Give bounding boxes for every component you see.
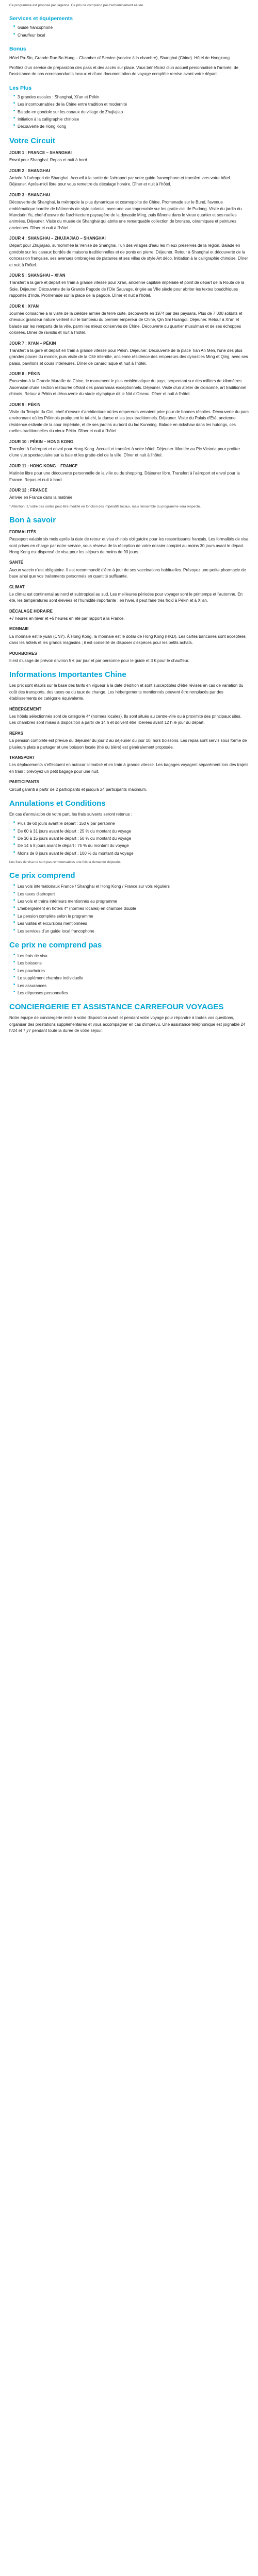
- guide-section-title: DÉCALAGE HORAIRE: [9, 608, 53, 614]
- day-title: JOUR 6 : XI'AN: [9, 303, 39, 309]
- cancel-note: Les frais de visa ne sont pas remboursables une fois la demande déposée.: [9, 860, 121, 865]
- day-text: Matinée libre pour une découverte personnelle de la ville ou du shopping. Déjeuner libre. Transfert à l'aéroport et envol pour la France. Repas et nuit à bord.: [9, 471, 240, 482]
- day-text: Envol pour Shanghai. Repas et nuit à bord.: [9, 158, 88, 163]
- price-excludes-list: [9, 953, 249, 996]
- circuit-document: [0, 0, 258, 1047]
- day-title: JOUR 9 : PÉKIN: [9, 402, 41, 407]
- list-item: ■ Les frais de visa: [13, 953, 249, 959]
- day-block: [9, 371, 249, 398]
- bonus-title: Bonus: [9, 46, 26, 53]
- price-excludes-title: Ce prix ne comprend pas: [9, 941, 102, 950]
- list-item: ■ Les vols et trains intérieurs mentionnés au programme: [13, 899, 249, 905]
- day-title: JOUR 5 : SHANGHAI – XI'AN: [9, 273, 66, 278]
- guide-section-title: FORMALITÉS: [9, 529, 36, 534]
- list-item: ■ Les services d'un guide local francophone: [13, 928, 249, 935]
- day-block: [9, 273, 249, 299]
- list-item: ■ Les visites et excursions mentionnées: [13, 921, 249, 927]
- list-item: ■ Les pourboires: [13, 968, 249, 974]
- day-text: Découverte de Shanghai, la métropole la plus dynamique et cosmopolite de Chine. Promenade sur le Bund, l'avenue emblématique bordée de bâtiments de style colonial, avec une vue imprenable sur les gratte-ciel de Pudong. Visite du jardin du Mandarin Yu, chef-d'œuvre de l'architecture paysagère de la dynastie Ming, puis flânerie dans le vieux quartier et ses ruelles animées. Déjeuner. Visite du musée de Shanghai qui abrite une remarquable collection de bronzes, céramiques et peintures anciennes. Dîner et nuit à l'hôtel.: [9, 200, 242, 230]
- cancel-list: [9, 821, 249, 857]
- info-section-text: Les déplacements s'effectuent en autocar climatisé et en train à grande vitesse. Les bagages voyagent séparément lors des trajets en train ; prévoyez un petit bagage pour une nuit.: [9, 762, 249, 774]
- day-block: [9, 235, 249, 268]
- plus-title: Les Plus: [9, 84, 32, 91]
- info-section-title: REPAS: [9, 731, 23, 736]
- bonus-paragraph: Profitez d'un service de préparation des pass et des accès sur place. Vous bénéficiez d'un accueil personnalisé à l'arrivée, de l'assistance de nos correspondants locaux et d'une documentation de voyage complète remise avant votre départ.: [9, 65, 238, 77]
- info-section-text: Circuit garanti à partir de 2 participants et jusqu'à 24 participants maximum.: [9, 787, 147, 792]
- list-item: ■ Moins de 8 jours avant le départ : 100 % du montant du voyage: [13, 851, 249, 857]
- list-item: ■ Plus de 60 jours avant le départ : 150 € par personne: [13, 821, 249, 827]
- guide-section: [9, 626, 249, 646]
- day-title: JOUR 3 : SHANGHAI: [9, 192, 50, 197]
- list-item: ■ Initiation à la calligraphie chinoise: [13, 116, 249, 123]
- day-text: Transfert à la gare et départ en train à grande vitesse pour Pékin. Déjeuner. Découverte de la place Tian An Men, l'une des plus grandes places du monde, puis visite de la Cité interdite, ancienne résidence des empereurs des dynasties Ming et Qing, avec ses palais, pavillons et cours intérieures. Dîner de canard laqué et nuit à l'hôtel.: [9, 348, 248, 366]
- day-title: JOUR 4 : SHANGHAI – ZHUJIAJIAO – SHANGHAI: [9, 236, 106, 241]
- guide-section: [9, 529, 249, 556]
- cancel-title: Annulations et Conditions: [9, 799, 106, 808]
- guide-section-text: La monnaie est le yuan (CNY). À Hong Kong, la monnaie est le dollar de Hong Kong (HKD). Les cartes bancaires sont acceptées dans les hôtels et les grands magasins ; il est conseillé de disposer d'espèces pour les petits achats.: [9, 634, 246, 646]
- guide-section-text: Aucun vaccin n'est obligatoire. Il est recommandé d'être à jour de ses vaccinations habituelles. Prévoyez une petite pharmacie de base ainsi que vos traitements personnels en quantité suffisante.: [9, 567, 246, 579]
- price-includes-title: Ce prix comprend: [9, 871, 75, 880]
- day-text: Arrivée à l'aéroport de Shanghai. Accueil à la sortie de l'aéroport par votre guide francophone et transfert vers votre hôtel. Déjeuner. Après-midi libre pour vous remettre du décalage horaire. Dîner et nuit à l'hôtel.: [9, 175, 231, 187]
- list-item: ■ De 30 à 15 jours avant le départ : 50 % du montant du voyage: [13, 836, 249, 842]
- list-item: ■ Découverte de Hong Kong: [13, 124, 249, 130]
- guide-section-text: +7 heures en hiver et +6 heures en été par rapport à la France.: [9, 616, 125, 621]
- day-text: Journée consacrée à la visite de la célèbre armée de terre cuite, découverte en 1974 par des paysans. Plus de 7 000 soldats et chevaux grandeur nature veillent sur le tombeau du premier empereur de Chine, Qin Shi Huangdi. Déjeuner. Retour à Xi'an et balade sur les remparts de la ville, parmi les mieux conservés de Chine. Découverte du quartier musulman et de ses échoppes colorées. Dîner de raviolis et nuit à l'hôtel.: [9, 311, 243, 335]
- day-text: Transfert à la gare et départ en train à grande vitesse pour Xi'an, ancienne capitale impériale et point de départ de la Route de la Soie. Déjeuner. Découverte de la Grande Pagode de l'Oie Sauvage, érigée au VIIe siècle pour abriter les textes bouddhiques rapportés d'Inde. Promenade sur la place de la pagode. Dîner et nuit à l'hôtel.: [9, 280, 245, 298]
- plus-list: [9, 94, 249, 130]
- day-block: [9, 150, 249, 164]
- list-item: ■ Balade en gondole sur les canaux du village de Zhujiajiao: [13, 109, 249, 115]
- guide-section-title: MONNAIE: [9, 626, 29, 632]
- itinerary-footnote: * Attention ! L'ordre des visites peut être modifié en fonction des impératifs locaux, mais l'ensemble du programme sera respecté.: [9, 504, 201, 509]
- list-item: ■ Le supplément chambre individuelle: [13, 975, 249, 981]
- list-item: ■ Les boissons: [13, 960, 249, 967]
- price-includes-list: [9, 884, 249, 935]
- info-title: Informations Importantes Chine: [9, 670, 126, 680]
- info-section: [9, 731, 249, 751]
- info-section-text: Les hôtels sélectionnés sont de catégorie 4* (normes locales). Ils sont situés au centre-ville ou à proximité des principaux sites. Les chambres sont mises à disposition à partir de 14 h et doivent être libérées avant 12 h le jour du départ.: [9, 714, 242, 725]
- list-item: ■ Les assurances: [13, 983, 249, 989]
- day-text: Excursion à la Grande Muraille de Chine, le monument le plus emblématique du pays, serpentant sur des milliers de kilomètres. Ascension d'une section restaurée offrant des panoramas exceptionnels. Déjeuner. Visite d'un atelier de cloisonné, art traditionnel chinois. Retour à Pékin et découverte du stade olympique dit le Nid d'Oiseau. Dîner et nuit à l'hôtel.: [9, 379, 247, 397]
- list-item: ■ Les taxes d'aéroport: [13, 891, 249, 897]
- info-section-title: TRANSPORT: [9, 755, 35, 760]
- guide-section-title: POURBOIRES: [9, 651, 37, 656]
- day-block: [9, 303, 249, 336]
- info-section-text: La pension complète est prévue du déjeuner du jour 2 au déjeuner du jour 10, hors boissons. Les repas sont servis sous forme de plusieurs plats à partager et une boisson locale (thé ou bière) est généralement proposée.: [9, 738, 247, 750]
- concierge-text: Notre équipe de conciergerie reste à votre disposition avant et pendant votre voyage pour répondre à toutes vos questions, organiser des prestations supplémentaires et vous accompagner en cas d'imprévu. Une assistance téléphonique est joignable 24 h/24 et 7 j/7 pendant toute la durée de votre séjour.: [9, 1015, 246, 1033]
- concierge-title: CONCIERGERIE ET ASSISTANCE CARREFOUR VOYAGES: [9, 1003, 224, 1012]
- itinerary-title: Votre Circuit: [9, 136, 55, 145]
- list-item: ■ Les incontournables de la Chine entre tradition et modernité: [13, 101, 249, 108]
- day-block: [9, 463, 249, 483]
- info-section-title: PARTICIPANTS: [9, 779, 39, 785]
- day-title: JOUR 10 : PÉKIN – HONG KONG: [9, 439, 74, 444]
- day-text: Départ pour Zhujiajiao, surnommée la Venise de Shanghai, l'un des villages d'eau les mieux préservés de la région. Balade en gondole sur les canaux bordés de maisons traditionnelles et de ponts en pierre. Déjeuner. Retour à Shanghai et découverte de la concession française, ses avenues ombragées de platanes et ses villas de style Art déco. Initiation à la calligraphie chinoise. Dîner et nuit à l'hôtel.: [9, 243, 248, 267]
- day-text: Arrivée en France dans la matinée.: [9, 495, 74, 500]
- info-section: [9, 706, 249, 726]
- info-section-title: HÉBERGEMENT: [9, 706, 42, 711]
- info-section: [9, 779, 249, 793]
- day-block: [9, 192, 249, 231]
- day-title: JOUR 11 : HONG KONG – FRANCE: [9, 463, 78, 468]
- list-item: ■ 3 grandes escales : Shanghai, Xi'an et Pékin: [13, 94, 249, 100]
- day-text: Visite du Temple du Ciel, chef-d'œuvre d'architecture où les empereurs venaient prier pour de bonnes récoltes. Découverte du parc environnant où les Pékinois pratiquent le tai-chi, la danse et les jeux traditionnels. Déjeuner. Visite du Palais d'Été, ancienne résidence estivale de la cour impériale, et de ses jardins au bord du lac Kunming. Balade en rickshaw dans les hutongs, ces ruelles traditionnelles du vieux Pékin. Dîner et nuit à l'hôtel.: [9, 410, 249, 434]
- info-intro: Les prix sont établis sur la base des tarifs en vigueur à la date d'édition et sont susceptibles d'être révisés en cas de variation du coût des transports, des taxes ou du taux de change. Les hébergements mentionnés peuvent être remplacés par des établissements de catégorie équivalente.: [9, 683, 244, 701]
- guide-section: [9, 651, 249, 665]
- day-block: [9, 341, 249, 367]
- cancel-text: En cas d'annulation de votre part, les frais suivants seront retenus :: [9, 811, 133, 817]
- day-title: JOUR 8 : PÉKIN: [9, 371, 41, 377]
- bonus-text: Hôtel Pa-Sin, Grande Rue Bo Hung – Chamber of Service (service à la chambre), Shanghai (Chine). Hôtel de Hongkong.: [9, 56, 231, 61]
- day-title: JOUR 7 : XI'AN – PÉKIN: [9, 341, 56, 346]
- info-section: [9, 755, 249, 775]
- guide-section-title: SANTÉ: [9, 560, 24, 565]
- list-item: ■ La pension complète selon le programme: [13, 913, 249, 920]
- day-title: JOUR 1 : FRANCE – SHANGHAI: [9, 150, 72, 155]
- day-block: [9, 168, 249, 188]
- day-block: [9, 487, 249, 501]
- list-item: ■ L'hébergement en hôtels 4* (normes locales) en chambre double: [13, 906, 249, 912]
- day-title: JOUR 2 : SHANGHAI: [9, 168, 50, 173]
- guide-title: Bon à savoir: [9, 515, 56, 524]
- list-item: ■ De 14 à 8 jours avant le départ : 75 % du montant du voyage: [13, 843, 249, 849]
- guide-section-title: CLIMAT: [9, 584, 25, 589]
- guide-section-text: Le climat est continental au nord et subtropical au sud. Les meilleures périodes pour voyager sont le printemps et l'automne. En été, les températures sont élevées et l'humidité importante ; en hiver, il peut faire très froid à Pékin et à Xi'an.: [9, 591, 243, 603]
- intro-note: Ce programme est proposé par l'agence. Ce prix ne comprend pas l'acheminement aérien.: [9, 4, 144, 7]
- services-list: [9, 25, 249, 39]
- guide-section: [9, 560, 249, 580]
- guide-section: [9, 584, 249, 604]
- guide-section: [9, 608, 249, 622]
- list-item: ■ Les dépenses personnelles: [13, 990, 249, 996]
- day-text: Transfert à l'aéroport et envol pour Hong Kong. Accueil et transfert à votre hôtel. Déjeuner. Montée au Pic Victoria pour profiter d'une vue spectaculaire sur la baie et les gratte-ciel de la ville. Dîner et nuit à l'hôtel.: [9, 447, 240, 458]
- services-title: Services et équipements: [9, 15, 73, 22]
- day-title: JOUR 12 : FRANCE: [9, 487, 47, 493]
- list-item: ■ De 60 à 31 jours avant le départ : 25 % du montant du voyage: [13, 828, 249, 835]
- day-block: [9, 402, 249, 435]
- guide-section-text: Il est d'usage de prévoir environ 5 € par jour et par personne pour le guide et 3 € pour le chauffeur.: [9, 658, 189, 664]
- list-item: ■ Chauffeur local: [13, 32, 249, 39]
- day-block: [9, 439, 249, 459]
- guide-section-text: Passeport valable six mois après la date de retour et visa chinois obligatoire pour les ressortissants français. Les formalités de visa sont prises en charge par notre service, sous réserve de la réception de votre dossier complet au moins 30 jours avant le départ. Hong Kong est dispensé de visa pour les séjours de moins de 90 jours.: [9, 537, 249, 554]
- list-item: ■ Guide francophone: [13, 25, 249, 31]
- list-item: ■ Les vols internationaux France / Shanghai et Hong Kong / France sur vols réguliers: [13, 884, 249, 890]
